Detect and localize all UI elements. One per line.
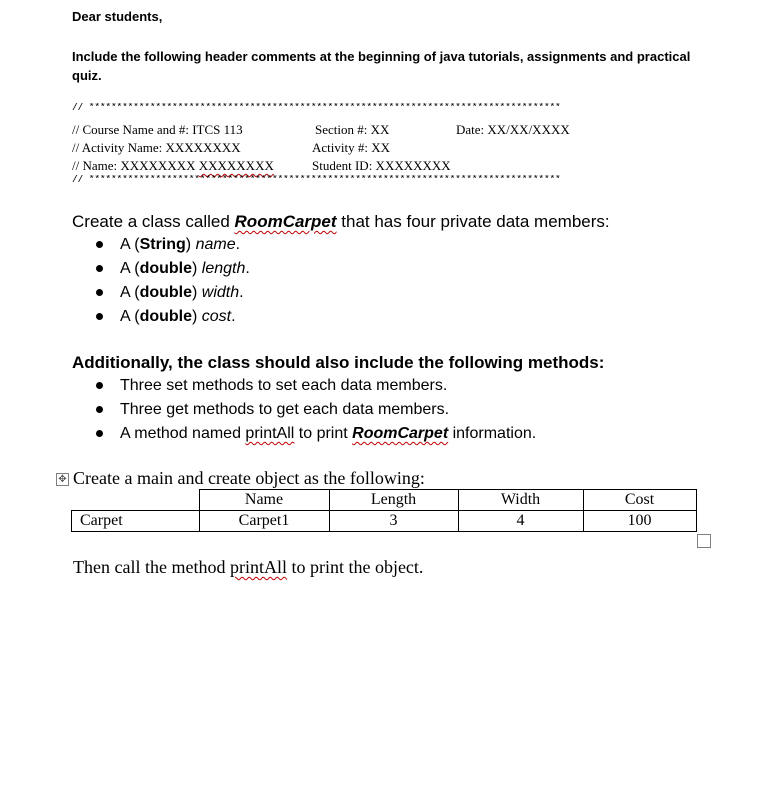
task1-member-list [96,233,250,329]
list-item: A method named printAll to print RoomCarpet information. [96,422,536,446]
list-item: Three set methods to set each data members. [96,374,536,398]
greeting: Dear students, [72,9,163,24]
object-table [71,489,697,532]
task2-title: Additionally, the class should also include the following methods: [72,353,605,372]
bullet-icon [96,241,103,248]
task3-intro: Create a main and create object as the following: [73,468,425,488]
closing-post: to print the object. [286,557,424,577]
task1-post: that has four private data members: [336,212,610,231]
list-item: A (String) name. [96,233,250,257]
list-item: A (double) cost. [96,305,250,329]
comment-course-name: // Course Name and #: ITCS 113 [72,122,243,137]
task1-intro [72,212,610,232]
comment-date: Date: XX/XX/XXXX [456,122,570,137]
table-header-row [72,490,697,511]
table-corner-cell [72,490,200,511]
comment-section: Section #: XX [315,122,390,137]
bullet-icon [96,406,103,413]
cell-width: 4 [458,511,583,532]
bullet-icon [96,382,103,389]
cell-length: 3 [329,511,458,532]
list-item: Three get methods to get each data members. [96,398,536,422]
list-item: A (double) width. [96,281,250,305]
bullet-icon [96,430,103,437]
comment-student-name [72,157,274,175]
bullet-icon [96,265,103,272]
comment-student-id: Student ID: XXXXXXXX [312,158,451,173]
comment-activity-name: // Activity Name: XXXXXXXX [72,140,241,155]
intro-instructions: Include the following header comments at the beginning of java tutorials, assignments and practical quiz. [72,49,691,83]
list-item: A (double) length. [96,257,250,281]
header-length: Length [329,490,458,511]
closing-method: printAll [229,557,287,577]
task2-method-list [96,374,536,446]
header-width: Width [458,490,583,511]
task1-pre: Create a class called [72,212,235,231]
bullet-icon [96,289,103,296]
closing-instruction [73,557,423,578]
row-label: Carpet [72,511,200,532]
table-move-handle-icon[interactable]: ✥ [56,473,69,486]
text-cursor [696,491,697,509]
cell-cost: 100 [583,511,696,532]
comment-student-name-b: XXXXXXXX [198,158,274,173]
closing-pre: Then call the method [73,557,230,577]
comment-activity-number: Activity #: XX [312,140,390,155]
header-name: Name [199,490,329,511]
comment-student-name-a: // Name: XXXXXXXX [72,158,199,173]
comment-stars-bottom: // ************************************************************************************* [72,175,561,186]
table-resize-handle[interactable] [697,534,711,548]
table-row [72,511,697,532]
bullet-icon [96,313,103,320]
comment-stars-top: // ************************************************************************************* [72,103,561,114]
header-cost: Cost [583,490,696,511]
cell-name: Carpet1 [199,511,329,532]
task1-class-name: RoomCarpet [234,212,337,231]
